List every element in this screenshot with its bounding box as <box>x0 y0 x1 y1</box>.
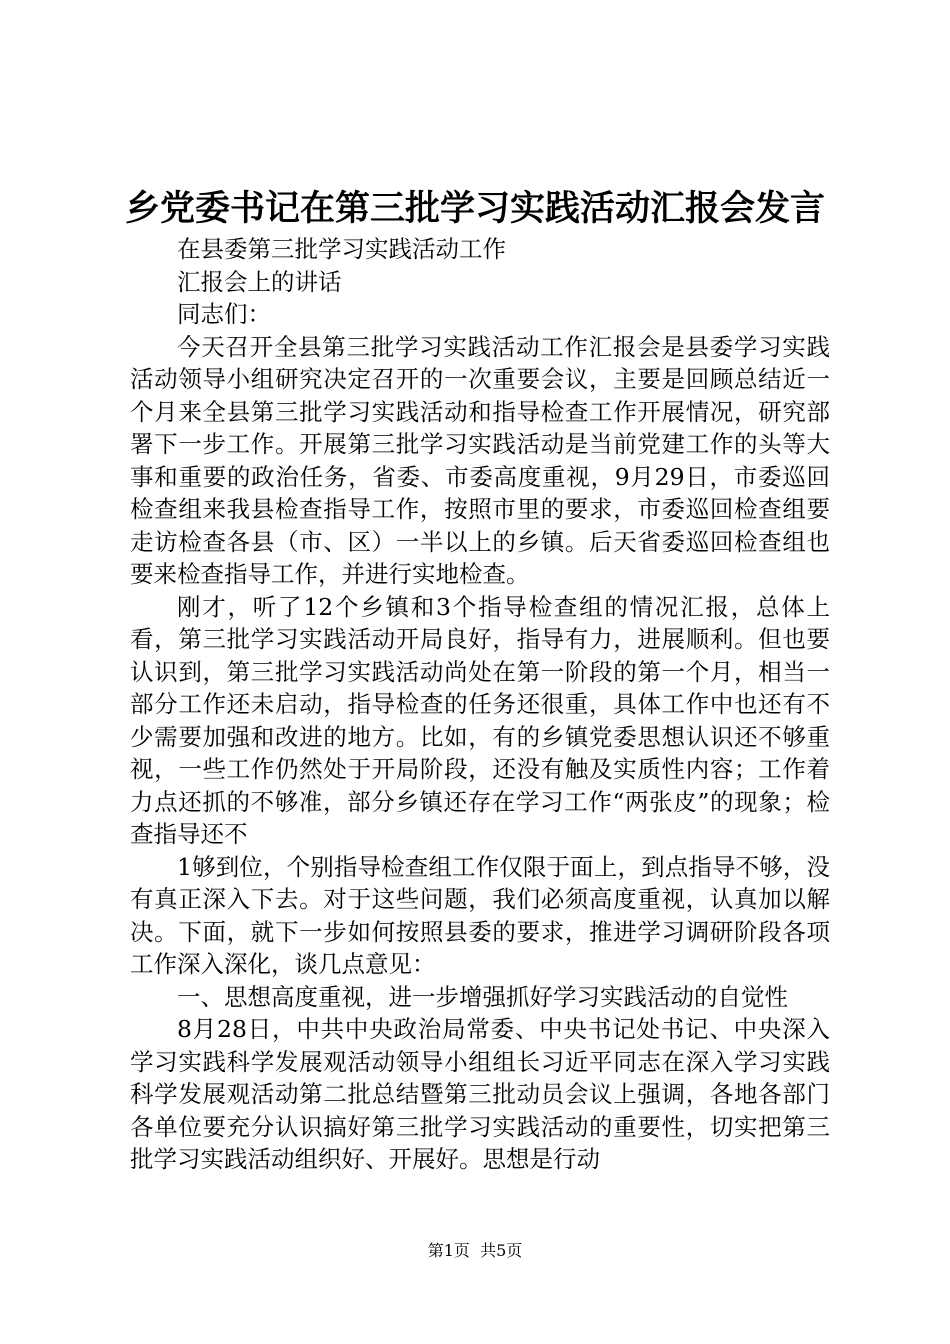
paragraph-1: 今天召开全县第三批学习实践活动工作汇报会是县委学习实践活动领导小组研究决定召开的一次重要会议，主要是回顾总结近一个月来全县第三批学习实践活动和指导检查工作开展情况，研究部署下一步工作。开展第三批学习实践活动是当前党建工作的头等大事和重要的政治任务，省委、市委高度重视，9月29日，市委巡回检查组来我县检查指导工作，按照市里的要求，市委巡回检查组要走访检查各县（市、区）一半以上的乡镇。后天省委巡回检查组也要来检查指导工作，并进行实地检查。 <box>130 332 830 588</box>
paragraph-heading-line-2: 汇报会上的讲话 <box>177 267 342 296</box>
document-title: 乡党委书记在第三批学习实践活动汇报会发言 <box>124 188 825 229</box>
paragraph-4: 8月28日，中共中央政治局常委、中央书记处书记、中央深入学习实践科学发展观活动领导小组组长习近平同志在深入学习实践科学发展观活动第二批总结暨第三批动员会议上强调，各地各部门各单位要充分认识搞好第三批学习实践活动的重要性，切实把第三批学习实践活动组织好、开展好。思想是行动 <box>130 1015 830 1173</box>
paragraph-2: 刚才，听了12个乡镇和3个指导检查组的情况汇报，总体上看，第三批学习实践活动开局良好，指导有力，进展顺利。但也要认识到，第三批学习实践活动尚处在第一阶段的第一个月，相当一部分工作还未启动，指导检查的任务还很重，具体工作中也还有不少需要加强和改进的地方。比如，有的乡镇党委思想认识还不够重视，一些工作仍然处于开局阶段，还没有触及实质性内容；工作着力点还抓的不够准，部分乡镇还存在学习工作“两张皮”的现象；检查指导还不 <box>130 592 830 848</box>
paragraph-heading-line-1: 在县委第三批学习实践活动工作 <box>177 235 506 263</box>
page-footer <box>0 1240 950 1262</box>
document-body <box>130 233 830 1176</box>
page-number: 第1页 <box>427 1241 470 1260</box>
paragraph-3: 1够到位，个别指导检查组工作仅限于面上，到点指导不够，没有真正深入下去。对于这些问题，我们必须高度重视，认真加以解决。下面，就下一步如何按照县委的要求，推进学习调研阶段各项工作深入深化，谈几点意见： <box>130 852 830 978</box>
section-heading-1: 一、思想高度重视，进一步增强抓好学习实践活动的自觉性 <box>177 982 788 1011</box>
paragraph-salutation: 同志们： <box>177 300 271 328</box>
page-total: 共5页 <box>480 1241 523 1260</box>
